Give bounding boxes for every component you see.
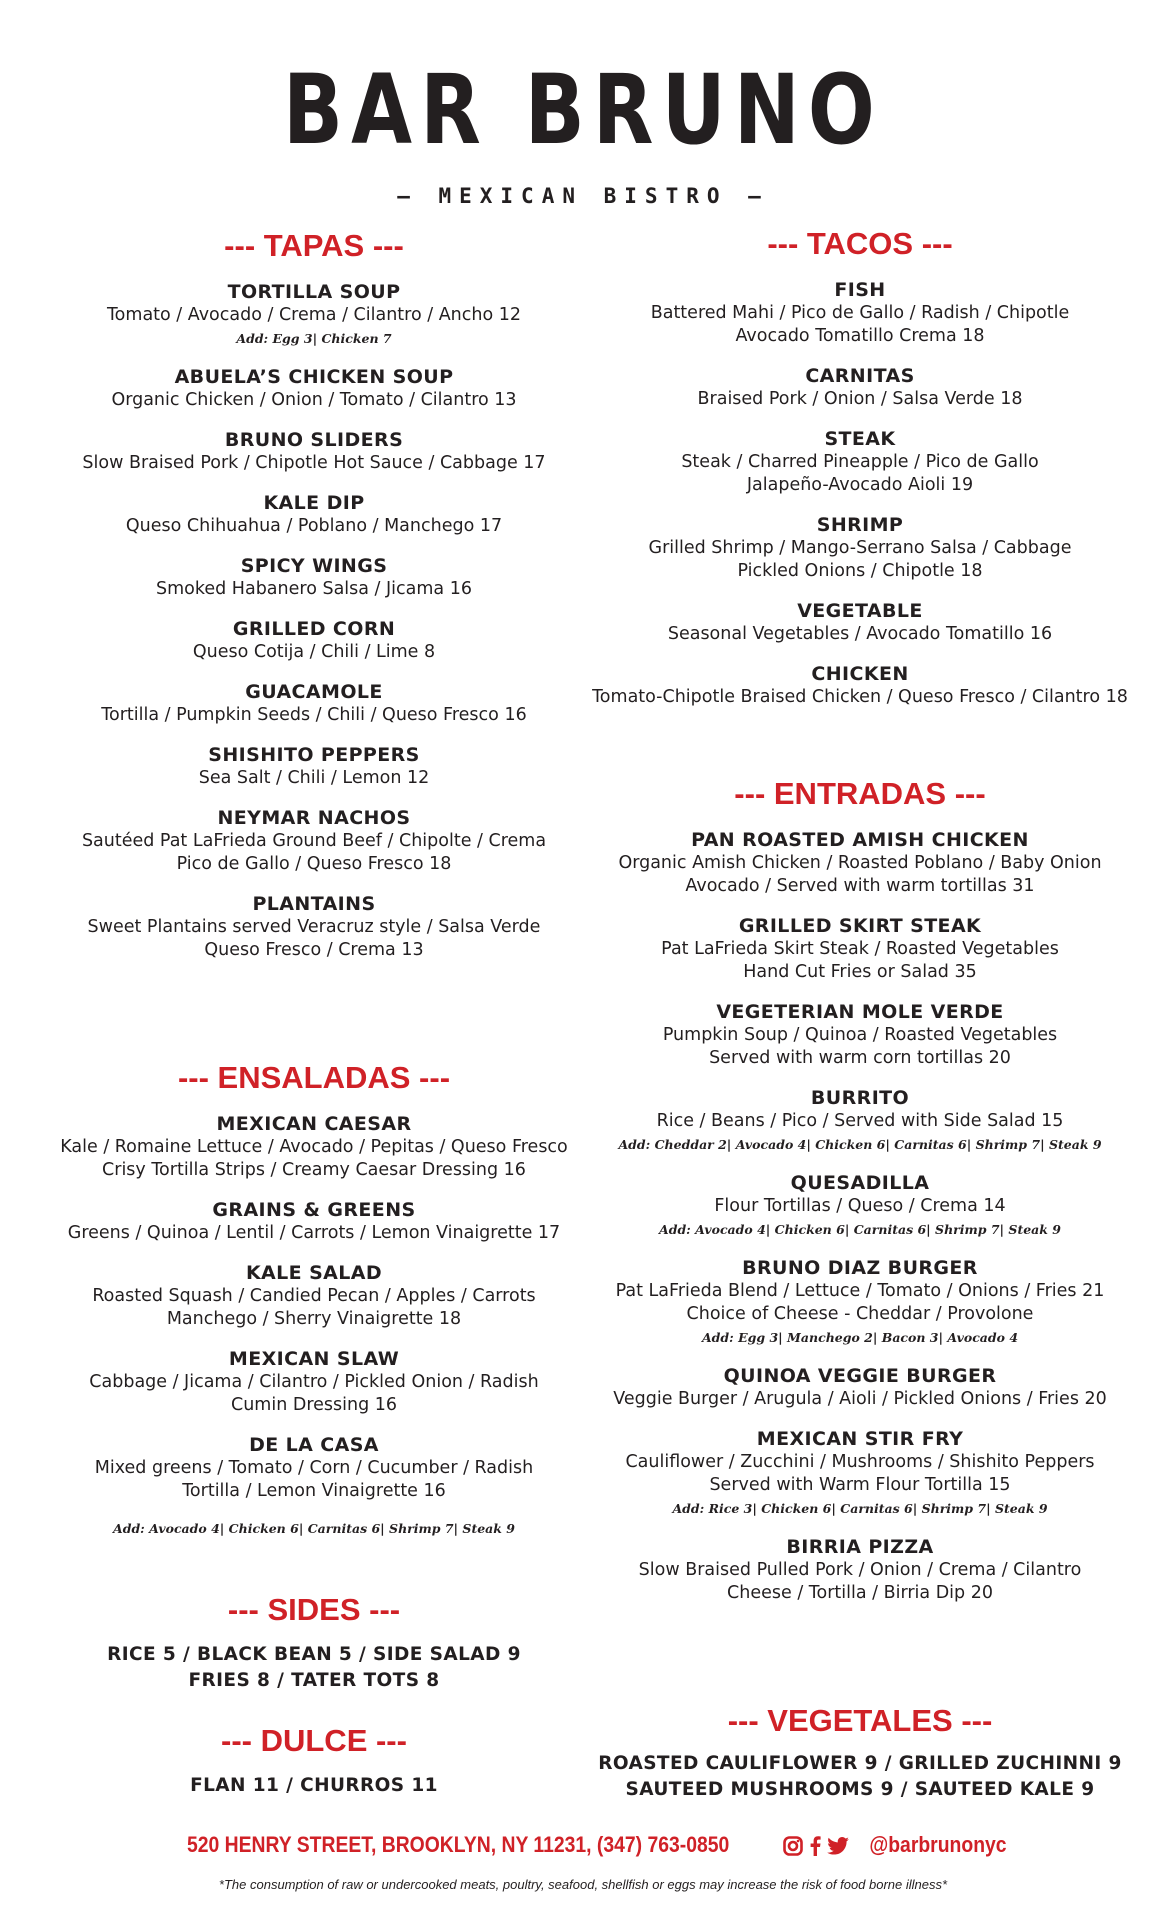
- menu-item-description-line: Sautéed Pat LaFrieda Ground Beef / Chipolte / Crema: [81, 830, 547, 851]
- menu-item-addon: Add: Avocado 4| Chicken 6| Carnitas 6| Shrimp 7| Steak 9: [659, 1221, 1061, 1237]
- menu-item-description: [40, 1136, 588, 1182]
- menu-item-description: [580, 623, 1140, 646]
- menu-item-description: [580, 938, 1140, 984]
- menu-item: [40, 1433, 588, 1503]
- menu-item-description-line: Mixed greens / Tomato / Corn / Cucumber / Radish: [94, 1457, 534, 1478]
- menu-item-description: [40, 767, 588, 790]
- menu-item-description-line: Tortilla / Lemon Vinaigrette 16: [182, 1480, 446, 1501]
- menu-item-description-line: Tomato / Avocado / Crema / Cilantro / Ancho 12: [106, 304, 522, 325]
- menu-item-description-line: Slow Braised Pork / Chipotle Hot Sauce / Cabbage 17: [82, 452, 546, 473]
- menu-item: [580, 364, 1140, 411]
- menu-item: [40, 365, 588, 412]
- menu-item-addon: Add: Cheddar 2| Avocado 4| Chicken 6| Carnitas 6| Shrimp 7| Steak 9: [618, 1136, 1102, 1152]
- menu-item-description-line: Flour Tortillas / Queso / Crema 14: [714, 1195, 1006, 1216]
- tacos-list: [580, 278, 1140, 709]
- twitter-icon[interactable]: [827, 1837, 849, 1859]
- menu-item: [40, 617, 588, 664]
- menu-item-description-line: Sweet Plantains served Veracruz style / Salsa Verde: [87, 916, 541, 937]
- menu-item-name: BIRRIA PIZZA: [786, 1535, 934, 1558]
- menu-item-name: CARNITAS: [805, 364, 915, 387]
- menu-item-description-line: Crisy Tortilla Strips / Creamy Caesar Dressing 16: [102, 1159, 526, 1180]
- menu-item-description-line: Pumpkin Soup / Quinoa / Roasted Vegetables: [662, 1024, 1058, 1045]
- menu-item-description-line: Hand Cut Fries or Salad 35: [743, 961, 977, 982]
- menu-item-name: GUACAMOLE: [245, 680, 383, 703]
- menu-item-description: [580, 1024, 1140, 1070]
- menu-item-description-line: Organic Amish Chicken / Roasted Poblano / Baby Onion: [618, 852, 1102, 873]
- social-handle[interactable]: @barbrunonyc: [869, 1832, 1007, 1857]
- menu-item-name: GRAINS & GREENS: [212, 1198, 416, 1221]
- menu-item-name: GRILLED CORN: [232, 617, 396, 640]
- restaurant-subtitle: — MEXICAN BISTRO —: [397, 184, 769, 208]
- menu-item-description-line: Cabbage / Jicama / Cilantro / Pickled Onion / Radish: [89, 1371, 539, 1392]
- menu-item-description-line: Smoked Habanero Salsa / Jicama 16: [156, 578, 472, 599]
- menu-item-description: [580, 1195, 1140, 1218]
- menu-item: [40, 428, 588, 475]
- menu-item-description: [580, 1388, 1140, 1411]
- sides-list: [40, 1642, 588, 1694]
- dulce-section: [40, 1723, 588, 1799]
- restaurant-name: BAR BRUNO: [282, 54, 884, 166]
- menu-item-description: [580, 1280, 1140, 1326]
- menu-item: [580, 1000, 1140, 1070]
- entradas-section: [580, 776, 1140, 1605]
- menu-item-description: [580, 302, 1140, 348]
- menu-item: [580, 914, 1140, 984]
- menu-item-name: BRUNO DIAZ BURGER: [742, 1256, 978, 1279]
- menu-item-description-line: Kale / Romaine Lettuce / Avocado / Pepitas / Queso Fresco: [60, 1136, 568, 1157]
- menu-item: [580, 1427, 1140, 1519]
- menu-item: [580, 1171, 1140, 1240]
- menu-item-description: [580, 852, 1140, 898]
- entradas-title: --- ENTRADAS ---: [734, 776, 986, 811]
- facebook-icon[interactable]: [809, 1836, 821, 1860]
- menu-item-description-line: Served with warm corn tortillas 20: [709, 1047, 1011, 1068]
- menu-item-description-line: Seasonal Vegetables / Avocado Tomatillo 16: [667, 623, 1053, 644]
- menu-item: [40, 743, 588, 790]
- sides-line: FRIES 8 / TATER TOTS 8: [188, 1669, 440, 1691]
- menu-item-name: VEGETERIAN MOLE VERDE: [716, 1000, 1004, 1023]
- tapas-title: --- TAPAS ---: [224, 228, 404, 263]
- menu-item-name: BURRITO: [810, 1086, 910, 1109]
- menu-item-description: [40, 641, 588, 664]
- menu-item-description-line: Cumin Dressing 16: [230, 1394, 398, 1415]
- menu-item-name: TORTILLA SOUP: [227, 280, 401, 303]
- menu-item: [580, 599, 1140, 646]
- menu-item: [40, 1112, 588, 1182]
- tacos-title: --- TACOS ---: [767, 226, 953, 261]
- menu-item-description-line: Choice of Cheese - Cheddar / Provolone: [686, 1303, 1034, 1324]
- menu-item-addon: Add: Rice 3| Chicken 6| Carnitas 6| Shrimp 7| Steak 9: [672, 1500, 1048, 1516]
- menu-item-description-line: Served with Warm Flour Tortilla 15: [709, 1474, 1011, 1495]
- menu-item-name: SHRIMP: [816, 513, 904, 536]
- menu-item-description-line: Avocado Tomatillo Crema 18: [735, 325, 985, 346]
- menu-item: [580, 1256, 1140, 1348]
- menu-item: [580, 828, 1140, 898]
- menu-item-description: [40, 515, 588, 538]
- sides-title: --- SIDES ---: [227, 1592, 401, 1627]
- menu-item-name: KALE SALAD: [245, 1261, 383, 1284]
- vegetales-title: --- VEGETALES ---: [727, 1703, 993, 1738]
- menu-item-addon: Add: Egg 3| Chicken 7: [236, 330, 392, 346]
- ensaladas-addon: Add: Avocado 4| Chicken 6| Carnitas 6| Shrimp 7| Steak 9: [113, 1520, 515, 1536]
- menu-item: [40, 491, 588, 538]
- menu-item: [40, 806, 588, 876]
- food-safety-disclaimer: *The consumption of raw or undercooked meats, poultry, seafood, shellfish or eggs may increase the risk of food borne illness*: [218, 1877, 948, 1892]
- menu-item-name: DE LA CASA: [249, 1433, 379, 1456]
- menu-item-description-line: Queso Chihuahua / Poblano / Manchego 17: [125, 515, 503, 536]
- menu-item-description: [40, 452, 588, 475]
- ensaladas-list: [40, 1112, 588, 1503]
- menu-item-description-line: Pat LaFrieda Skirt Steak / Roasted Vegetables: [661, 938, 1059, 959]
- tapas-list: [40, 280, 588, 962]
- menu-item-description: [40, 916, 588, 962]
- menu-item-description-line: Manchego / Sherry Vinaigrette 18: [166, 1308, 462, 1329]
- menu-item-description-line: Sea Salt / Chili / Lemon 12: [198, 767, 430, 788]
- menu-item: [580, 1086, 1140, 1155]
- menu-item-description-line: Slow Braised Pulled Pork / Onion / Crema / Cilantro: [638, 1559, 1082, 1580]
- menu-item-description-line: Cheese / Tortilla / Birria Dip 20: [727, 1582, 993, 1603]
- footer: [0, 1832, 1166, 1860]
- menu-item-name: QUESADILLA: [790, 1171, 930, 1194]
- menu-item-description-line: Greens / Quinoa / Lentil / Carrots / Lemon Vinaigrette 17: [67, 1222, 561, 1243]
- menu-item-description: [40, 1457, 588, 1503]
- menu-item-name: KALE DIP: [263, 491, 365, 514]
- menu-item-description: [580, 388, 1140, 411]
- menu-item-description-line: Queso Fresco / Crema 13: [204, 939, 424, 960]
- menu-item-description-line: Tortilla / Pumpkin Seeds / Chili / Queso Fresco 16: [101, 704, 527, 725]
- menu-item-description: [40, 704, 588, 727]
- menu-item-description: [40, 830, 588, 876]
- sides-section: [40, 1592, 588, 1694]
- menu-item-name: STEAK: [824, 427, 896, 450]
- menu-item: [40, 680, 588, 727]
- menu-item-description-line: Roasted Squash / Candied Pecan / Apples / Carrots: [92, 1285, 536, 1306]
- menu-item: [580, 662, 1140, 709]
- entradas-list: [580, 828, 1140, 1605]
- menu-item-name: ABUELA’S CHICKEN SOUP: [174, 365, 454, 388]
- menu-item-description-line: Steak / Charred Pineapple / Pico de Gallo: [681, 451, 1039, 472]
- menu-item-description: [580, 451, 1140, 497]
- menu-item: [580, 1535, 1140, 1605]
- menu-item-description-line: Veggie Burger / Arugula / Aioli / Pickled Onions / Fries 20: [613, 1388, 1107, 1409]
- menu-item-description: [40, 1371, 588, 1417]
- menu-item-description: [580, 537, 1140, 583]
- menu-item-description-line: Organic Chicken / Onion / Tomato / Cilantro 13: [111, 389, 517, 410]
- menu-item-description-line: Pat LaFrieda Blend / Lettuce / Tomato / Onions / Fries 21: [615, 1280, 1105, 1301]
- menu-item-name: SPICY WINGS: [240, 554, 388, 577]
- vegetales-list: [580, 1751, 1140, 1803]
- menu-item-description: [40, 389, 588, 412]
- menu-item: [40, 1198, 588, 1245]
- dulce-title: --- DULCE ---: [221, 1723, 407, 1758]
- tacos-section: [580, 226, 1140, 709]
- menu-item: [580, 278, 1140, 348]
- menu-item-name: MEXICAN CAESAR: [216, 1112, 412, 1135]
- menu-item-description: [40, 1222, 588, 1245]
- menu-item-name: PLANTAINS: [252, 892, 376, 915]
- menu-item-name: QUINOA VEGGIE BURGER: [723, 1364, 997, 1387]
- menu-item-description-line: Grilled Shrimp / Mango-Serrano Salsa / Cabbage: [648, 537, 1072, 558]
- menu-item-description-line: Pico de Gallo / Queso Fresco 18: [176, 853, 452, 874]
- tapas-section: [40, 228, 588, 962]
- menu-item-addon: Add: Egg 3| Manchego 2| Bacon 3| Avocado 4: [701, 1329, 1019, 1345]
- instagram-icon[interactable]: [783, 1836, 803, 1860]
- footer-address: 520 HENRY STREET, BROOKLYN, NY 11231, (347) 763-0850: [186, 1832, 730, 1857]
- ensaladas-section: [40, 1060, 588, 1539]
- social-icons: [783, 1836, 849, 1860]
- vegetales-line: SAUTEED MUSHROOMS 9 / SAUTEED KALE 9: [625, 1778, 1095, 1800]
- menu-item-name: GRILLED SKIRT STEAK: [738, 914, 982, 937]
- menu-item-description: [580, 686, 1140, 709]
- menu-item: [580, 1364, 1140, 1411]
- menu-item: [40, 280, 588, 349]
- menu-item-name: MEXICAN SLAW: [228, 1347, 400, 1370]
- menu-item-description: [40, 1285, 588, 1331]
- menu-item-description-line: Battered Mahi / Pico de Gallo / Radish / Chipotle: [650, 302, 1070, 323]
- dulce-line: FLAN 11 / CHURROS 11: [190, 1774, 438, 1796]
- menu-item-description: [40, 578, 588, 601]
- menu-item-name: FISH: [834, 278, 886, 301]
- menu-item-name: BRUNO SLIDERS: [224, 428, 404, 451]
- menu-item-description: [580, 1110, 1140, 1133]
- menu-item-description: [580, 1559, 1140, 1605]
- menu-item-description-line: Braised Pork / Onion / Salsa Verde 18: [697, 388, 1023, 409]
- dulce-list: [40, 1773, 588, 1799]
- menu-item-description-line: Queso Cotija / Chili / Lime 8: [192, 641, 436, 662]
- menu-item-description-line: Tomato-Chipotle Braised Chicken / Queso Fresco / Cilantro 18: [592, 686, 1128, 707]
- brand-header: [0, 54, 1166, 208]
- menu-item-name: SHISHITO PEPPERS: [208, 743, 420, 766]
- menu-item-description-line: Cauliflower / Zucchini / Mushrooms / Shishito Peppers: [625, 1451, 1095, 1472]
- menu-item-description-line: Rice / Beans / Pico / Served with Side Salad 15: [656, 1110, 1064, 1131]
- ensaladas-title: --- ENSALADAS ---: [177, 1060, 451, 1095]
- vegetales-line: ROASTED CAULIFLOWER 9 / GRILLED ZUCHINNI 9: [598, 1752, 1122, 1774]
- menu-item: [580, 513, 1140, 583]
- menu-item: [580, 427, 1140, 497]
- menu-item-name: CHICKEN: [811, 662, 909, 685]
- menu-item-name: PAN ROASTED AMISH CHICKEN: [691, 828, 1029, 851]
- menu-item-description-line: Jalapeño-Avocado Aioli 19: [746, 474, 974, 495]
- menu-item-description: [40, 304, 588, 327]
- vegetales-section: [580, 1703, 1140, 1803]
- menu-item-name: NEYMAR NACHOS: [217, 806, 411, 829]
- menu-item: [40, 1261, 588, 1331]
- menu-item-description-line: Pickled Onions / Chipotle 18: [737, 560, 983, 581]
- menu-item-description: [580, 1451, 1140, 1497]
- menu-item: [40, 892, 588, 962]
- menu-item-description-line: Avocado / Served with warm tortillas 31: [685, 875, 1035, 896]
- menu-item-name: MEXICAN STIR FRY: [756, 1427, 964, 1450]
- menu-item: [40, 1347, 588, 1417]
- menu-item-name: VEGETABLE: [797, 599, 923, 622]
- menu-item: [40, 554, 588, 601]
- sides-line: RICE 5 / BLACK BEAN 5 / SIDE SALAD 9: [107, 1643, 521, 1665]
